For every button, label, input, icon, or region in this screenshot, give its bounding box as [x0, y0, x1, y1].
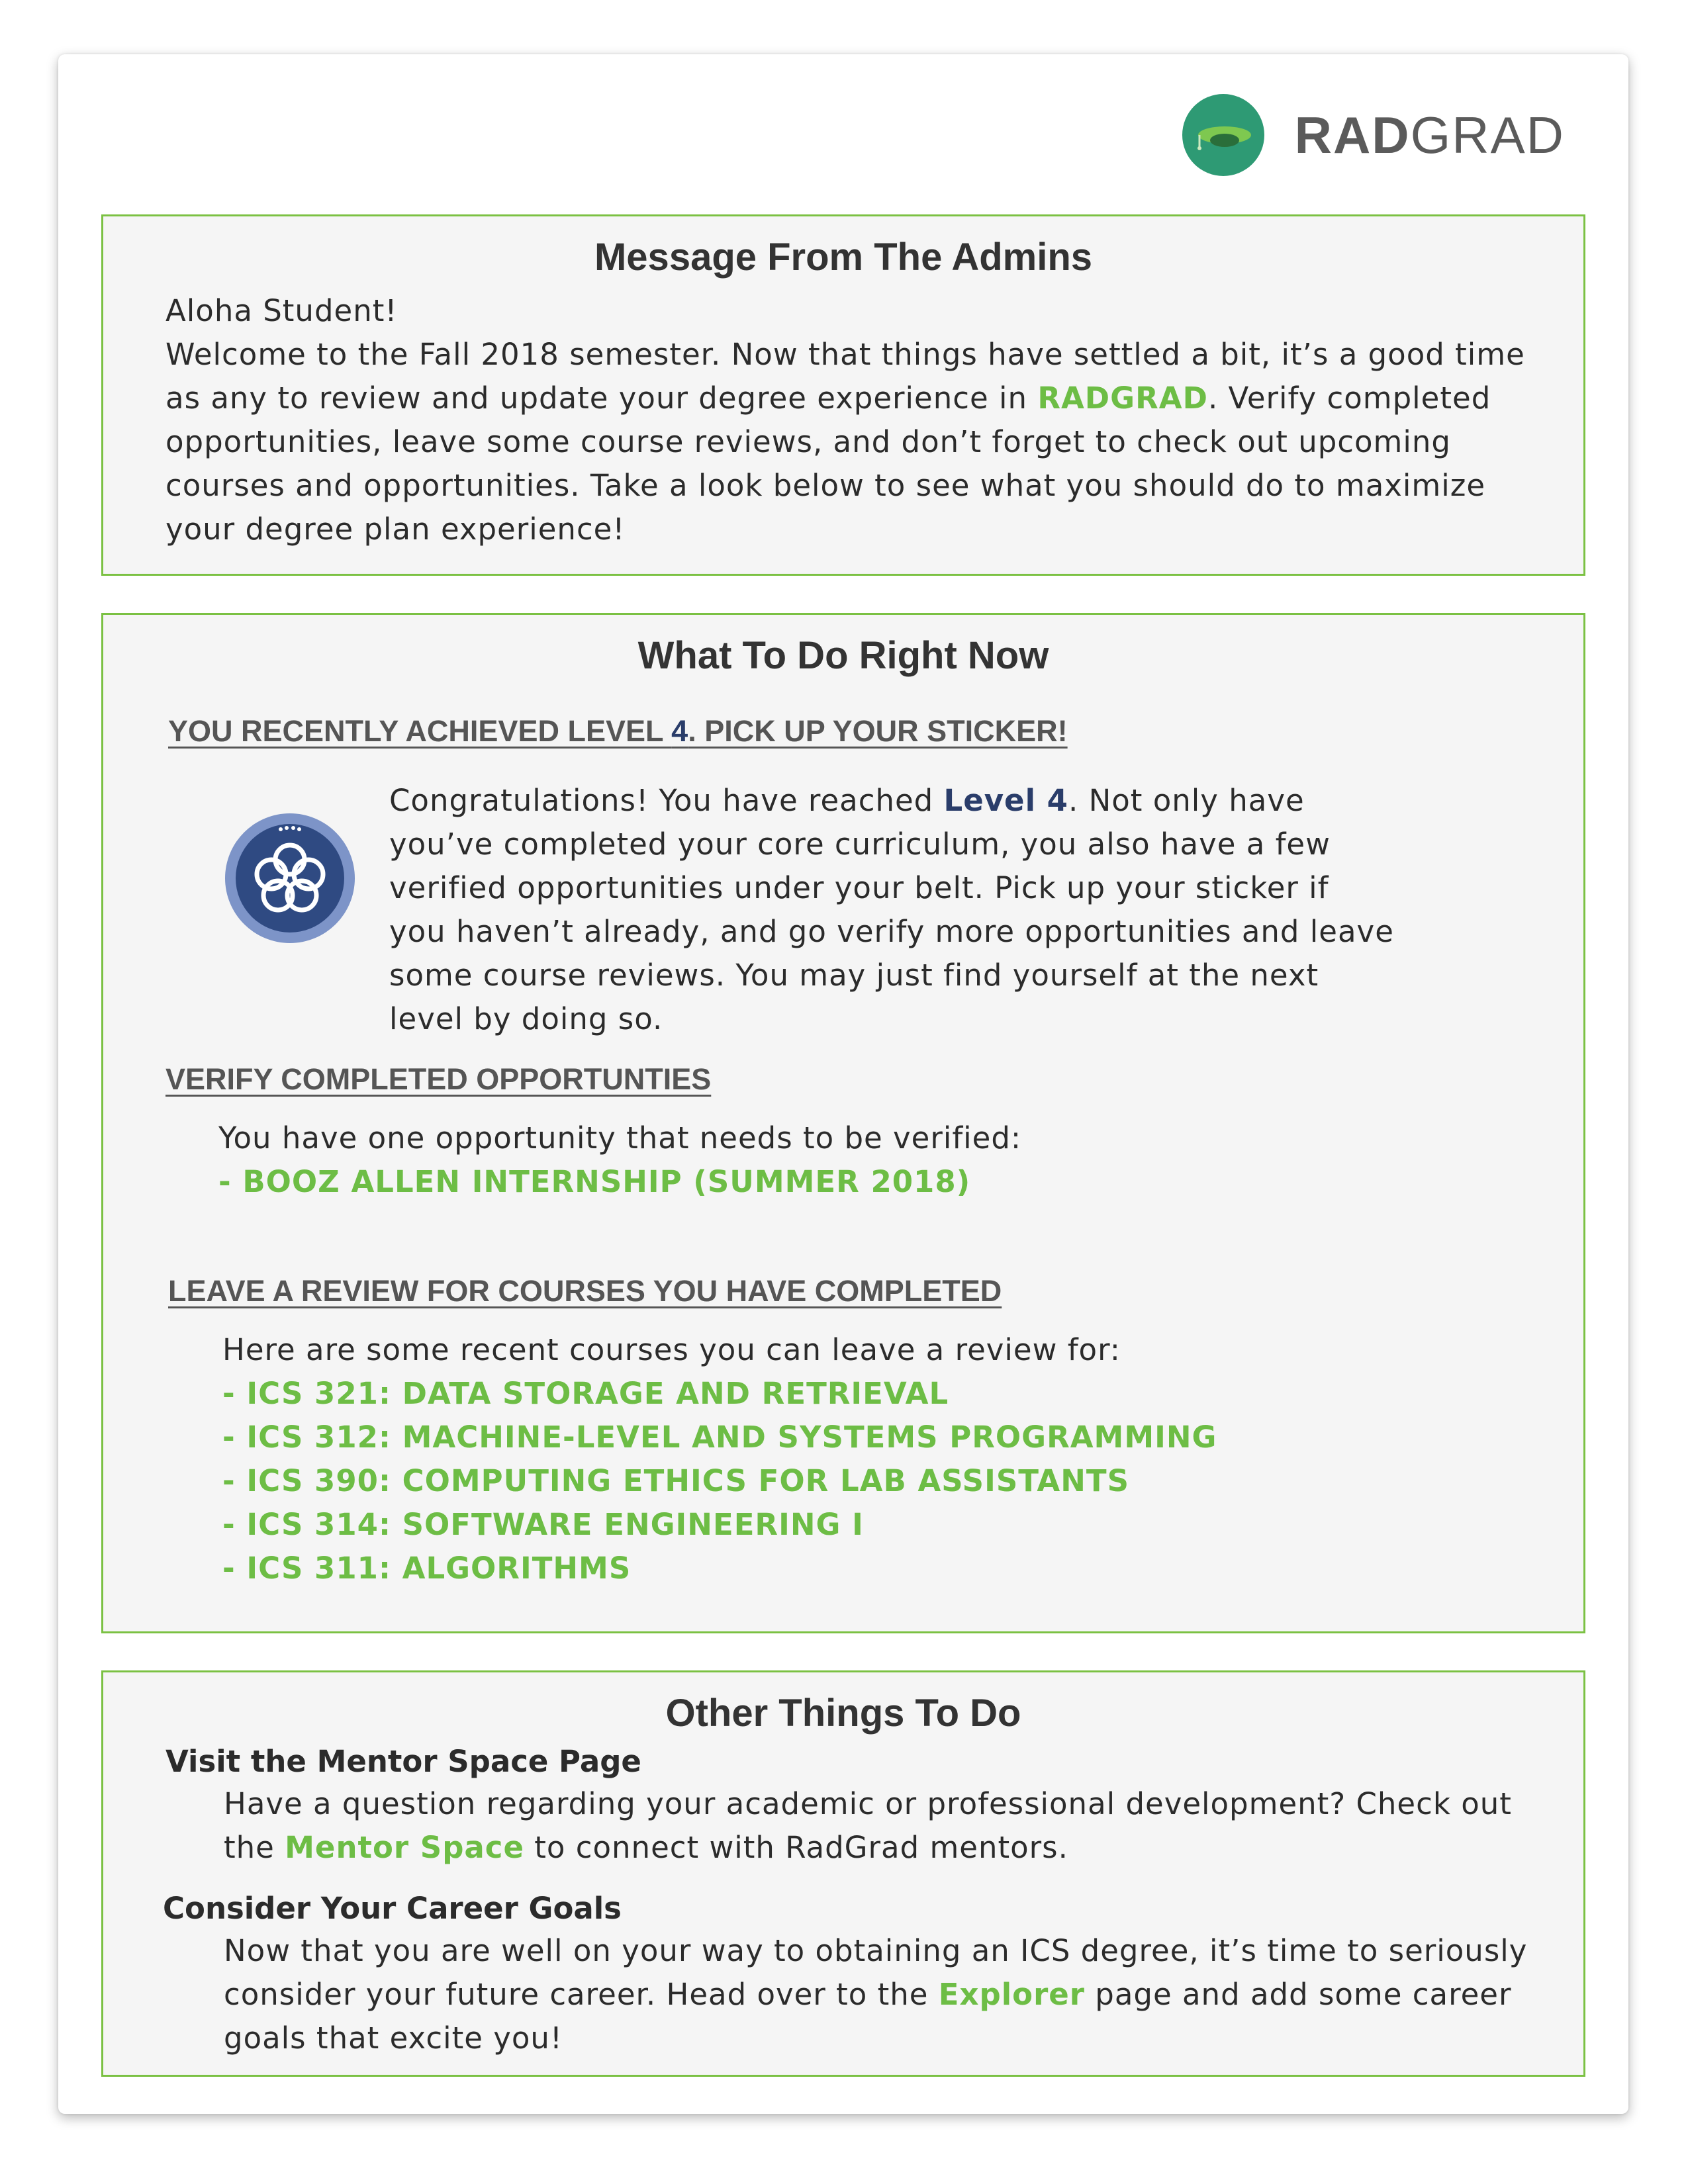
course-link[interactable]: - ICS 311: ALGORITHMS [222, 1551, 632, 1586]
review-course-list [222, 1372, 1217, 1590]
admins-message-body [165, 333, 1542, 551]
course-link[interactable]: - ICS 321: DATA STORAGE AND RETRIEVAL [222, 1376, 949, 1411]
todo-title: What To Do Right Now [637, 634, 1049, 677]
level-section-heading [168, 714, 1068, 749]
explorer-link[interactable]: Explorer [938, 1977, 1085, 2012]
level-heading-number: 4 [671, 714, 688, 748]
career-heading: Consider Your Career Goals [163, 1891, 622, 1926]
graduation-cap-icon [1182, 94, 1264, 176]
other-title: Other Things To Do [665, 1692, 1021, 1735]
level-heading-text: YOU RECENTLY ACHIEVED LEVEL [168, 714, 672, 748]
email-card [58, 54, 1628, 2114]
mentor-heading: Visit the Mentor Space Page [165, 1744, 641, 1779]
brand-name [1295, 105, 1565, 165]
level-message [389, 779, 1395, 1041]
career-text-1: Now that you are well on your way to obtaining an ICS degree, it’s time to seriously consider your future career. Head over to the [224, 1933, 1528, 2012]
other-box [101, 1670, 1585, 2077]
radgrad-logo[interactable] [1182, 94, 1565, 176]
course-link[interactable]: - ICS 314: SOFTWARE ENGINEERING I [222, 1507, 864, 1542]
level-heading-text-2: . PICK UP YOUR STICKER! [688, 714, 1068, 748]
todo-box [101, 613, 1585, 1633]
verify-intro: You have one opportunity that needs to be verified: [218, 1120, 1022, 1156]
mentor-space-link[interactable]: Mentor Space [285, 1830, 524, 1865]
admins-body-text-2: . Verify completed opportunities, leave some course reviews, and don’t forget to check out upcoming courses and opportunities. Take a look below to see what you should do to maximize your degree plan experience! [165, 381, 1491, 547]
mentor-text [224, 1782, 1534, 1870]
verify-opportunity-list [218, 1160, 970, 1204]
admins-message-box [101, 214, 1585, 576]
brand-name-light: GRAD [1410, 105, 1565, 164]
career-text [224, 1929, 1534, 2060]
verify-section-heading: VERIFY COMPLETED OPPORTUNTIES [165, 1062, 712, 1096]
mentor-text-2: to connect with RadGrad mentors. [524, 1830, 1068, 1865]
level-message-text: Congratulations! You have reached [389, 783, 944, 818]
course-link[interactable]: - ICS 312: MACHINE-LEVEL AND SYSTEMS PROGRAMMING [222, 1420, 1217, 1455]
admins-body-text: Welcome to the Fall 2018 semester. Now that things have settled a bit, it’s a good time as any to review and update your degree experience in [165, 337, 1525, 416]
radgrad-link[interactable]: RADGRAD [1037, 381, 1208, 416]
review-intro: Here are some recent courses you can leave a review for: [222, 1332, 1121, 1367]
mentor-text-1: Have a question regarding your academic or professional development? Check out the [224, 1786, 1512, 1865]
admins-message-title: Message From The Admins [594, 236, 1093, 279]
career-text-2: page and add some career goals that excite you! [224, 1977, 1512, 2056]
review-section-heading: LEAVE A REVIEW FOR COURSES YOU HAVE COMPLETED [168, 1274, 1002, 1308]
course-link[interactable]: - ICS 390: COMPUTING ETHICS FOR LAB ASSISTANTS [222, 1463, 1130, 1498]
opportunity-link[interactable]: - BOOZ ALLEN INTERNSHIP (SUMMER 2018) [218, 1164, 971, 1199]
level-value: Level 4 [943, 783, 1068, 818]
level-message-text-2: . Not only have you’ve completed your core curriculum, you also have a few verified opportunities under your belt. Pick up your sticker if you haven’t already, and go verify more opportunities and leave some course reviews. You may just find yourself at the next level by doing so. [389, 783, 1394, 1036]
level-4-badge-icon [224, 812, 356, 944]
admins-greeting: Aloha Student! [165, 293, 398, 328]
brand-name-bold: RAD [1294, 105, 1411, 164]
